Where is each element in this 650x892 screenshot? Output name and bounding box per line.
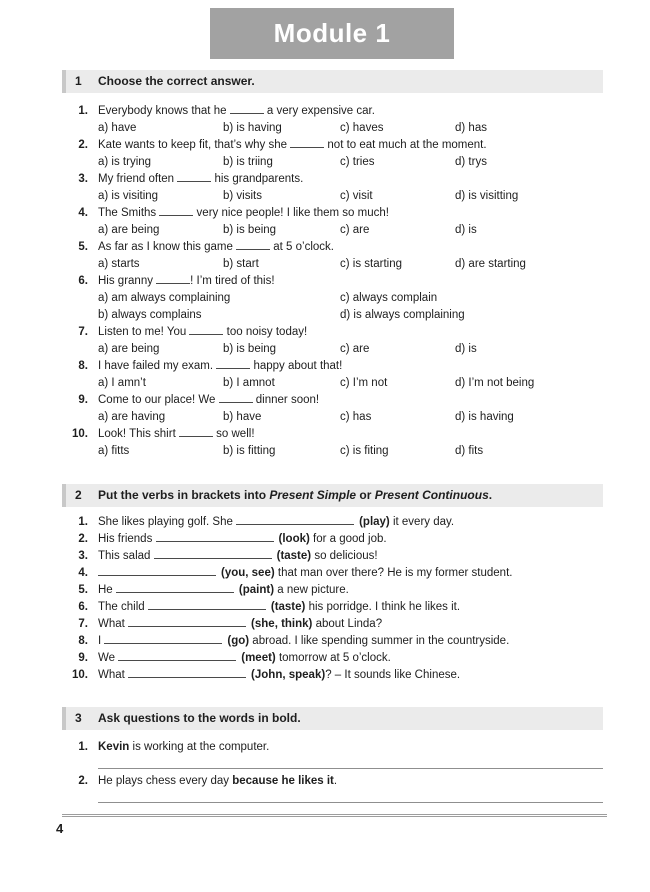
exercise-1-questions xyxy=(62,103,603,460)
option-a: a) have xyxy=(98,122,137,134)
sentence-post: at 5 o’clock. xyxy=(270,241,334,253)
option-c: c) is fiting xyxy=(340,445,389,457)
answer-blank xyxy=(159,205,193,216)
question-number: 10. xyxy=(72,428,88,440)
sentence-pre: He plays chess every day xyxy=(98,775,233,787)
sentence-post: so well! xyxy=(212,428,255,440)
option-a: a) is trying xyxy=(98,156,152,168)
option-d: d) are starting xyxy=(455,258,526,270)
option-d: d) is xyxy=(455,343,477,355)
sentence-post: tomorrow at 5 o’clock. xyxy=(275,652,391,664)
options-row xyxy=(98,188,603,205)
option-b: b) is having xyxy=(223,122,282,134)
question-text xyxy=(98,171,603,188)
sentence-post: ! I’m tired of this! xyxy=(190,275,275,287)
sentence-post: . xyxy=(333,775,338,787)
fill-in-row xyxy=(62,548,603,565)
question-text xyxy=(98,324,603,341)
answer-blank xyxy=(179,426,213,437)
question-row xyxy=(62,324,603,358)
sentence-pre: My friend often xyxy=(98,173,178,185)
item-text xyxy=(98,514,603,531)
exercise-number: 1 xyxy=(75,74,82,88)
question-text xyxy=(98,239,603,256)
item-number: 1. xyxy=(78,516,88,528)
sentence-post: is working at the computer. xyxy=(129,741,270,753)
title-emphasis: Present Simple xyxy=(269,488,357,502)
sentence-post: ? – It sounds like Chinese. xyxy=(325,669,461,681)
option-c: c) has xyxy=(340,411,372,423)
question-row xyxy=(62,358,603,392)
question-number: 7. xyxy=(78,326,88,338)
option-a: a) is visiting xyxy=(98,190,159,202)
sentence-pre: The child xyxy=(98,601,148,613)
answer-blank xyxy=(216,358,250,369)
question-number: 8. xyxy=(78,360,88,372)
item-text xyxy=(98,633,603,650)
option-b: b) start xyxy=(223,258,259,270)
option-b: b) I amnot xyxy=(223,377,275,389)
item-number: 5. xyxy=(78,584,88,596)
title-emphasis: Present Continuous xyxy=(374,488,489,502)
sentence-pre: The Smiths xyxy=(98,207,160,219)
item-text xyxy=(98,773,603,790)
question-text xyxy=(98,426,603,443)
answer-blank xyxy=(189,324,223,335)
item-number: 3. xyxy=(78,550,88,562)
sentence-post: a very expensive car. xyxy=(263,105,375,117)
page-number: 4 xyxy=(56,821,64,836)
verb-hint: (John, speak) xyxy=(251,669,326,681)
item-text xyxy=(98,531,603,548)
verb-hint: (go) xyxy=(227,635,250,647)
answer-line xyxy=(98,802,603,803)
exercise-3-header xyxy=(62,707,603,730)
title-text: . xyxy=(488,488,493,502)
answer-blank xyxy=(128,616,246,627)
sentence-pre: Everybody knows that he xyxy=(98,105,230,117)
question-row xyxy=(62,239,603,273)
fill-in-row xyxy=(62,667,603,684)
option-c: c) I’m not xyxy=(340,377,388,389)
answer-blank xyxy=(148,599,266,610)
sentence-pre: I have failed my exam. xyxy=(98,360,217,372)
question-writing-row xyxy=(62,773,603,790)
question-text xyxy=(98,205,603,222)
item-number: 9. xyxy=(78,652,88,664)
item-number: 6. xyxy=(78,601,88,613)
exercise-3-items xyxy=(62,739,603,803)
verb-hint: (you, see) xyxy=(221,567,275,579)
sentence-post: a new picture. xyxy=(274,584,349,596)
sentence-post: abroad. I like spending summer in the countryside. xyxy=(249,635,510,647)
page-bottom-rule xyxy=(62,814,607,817)
item-text xyxy=(98,739,603,756)
options-row xyxy=(98,443,603,460)
item-text xyxy=(98,650,603,667)
answer-blank xyxy=(104,633,222,644)
option-d: d) I’m not being xyxy=(455,377,535,389)
item-text xyxy=(98,548,603,565)
title-text: or xyxy=(356,488,375,502)
verb-hint: (play) xyxy=(359,516,390,528)
options-grid-two-col xyxy=(98,290,603,324)
sentence-post: for a good job. xyxy=(309,533,387,545)
sentence-pre: We xyxy=(98,652,119,664)
bold-word: because he likes it xyxy=(232,775,334,787)
option-b: b) is fitting xyxy=(223,445,276,457)
option-a: a) are being xyxy=(98,224,160,236)
answer-blank xyxy=(128,667,246,678)
fill-in-row xyxy=(62,650,603,667)
answer-blank xyxy=(118,650,236,661)
item-text xyxy=(98,565,603,582)
sentence-pre: Come to our place! We xyxy=(98,394,219,406)
sentence-pre: What xyxy=(98,669,129,681)
question-row xyxy=(62,205,603,239)
answer-blank xyxy=(236,514,354,525)
question-row xyxy=(62,137,603,171)
fill-in-row xyxy=(62,565,603,582)
bold-word: Kevin xyxy=(98,741,130,753)
option-a: a) are having xyxy=(98,411,166,423)
fill-in-row xyxy=(62,616,603,633)
question-row xyxy=(62,426,603,460)
question-text xyxy=(98,103,603,120)
item-number: 2. xyxy=(78,533,88,545)
question-row xyxy=(62,103,603,137)
option-a: a) starts xyxy=(98,258,140,270)
sentence-post: very nice people! I like them so much! xyxy=(193,207,389,219)
option-d: d) fits xyxy=(455,445,484,457)
question-text xyxy=(98,137,603,154)
answer-blank xyxy=(177,171,211,182)
options-row xyxy=(98,341,603,358)
exercise-title: Choose the correct answer. xyxy=(98,74,255,88)
question-number: 9. xyxy=(78,394,88,406)
option-c: c) tries xyxy=(340,156,375,168)
sentence-post: about Linda? xyxy=(312,618,383,630)
exercise-number: 3 xyxy=(75,711,82,725)
answer-blank xyxy=(156,531,274,542)
answer-blank xyxy=(98,565,216,576)
verb-hint: (she, think) xyxy=(251,618,313,630)
item-text xyxy=(98,616,603,633)
answer-blank xyxy=(290,137,324,148)
sentence-pre: His granny xyxy=(98,275,157,287)
answer-blank xyxy=(156,273,190,284)
sentence-pre: Look! This shirt xyxy=(98,428,179,440)
sentence-post: dinner soon! xyxy=(252,394,320,406)
option-d: d) has xyxy=(455,122,487,134)
question-text xyxy=(98,358,603,375)
sentence-pre: His friends xyxy=(98,533,156,545)
item-number: 7. xyxy=(78,618,88,630)
question-number: 2. xyxy=(78,139,88,151)
item-number: 1. xyxy=(78,741,88,753)
option-c: c) are xyxy=(340,343,370,355)
sentence-post: happy about that! xyxy=(250,360,343,372)
fill-in-row xyxy=(62,514,603,531)
fill-in-row xyxy=(62,633,603,650)
sentence-post: his grandparents. xyxy=(211,173,304,185)
option-b: b) is being xyxy=(223,224,277,236)
sentence-post: too noisy today! xyxy=(223,326,308,338)
item-number: 10. xyxy=(72,669,88,681)
sentence-post: that man over there? He is my former student. xyxy=(274,567,513,579)
sentence-pre: This salad xyxy=(98,550,154,562)
question-row xyxy=(62,392,603,426)
sentence-post: so delicious! xyxy=(311,550,378,562)
sentence-post: his porridge. I think he likes it. xyxy=(305,601,461,613)
question-number: 4. xyxy=(78,207,88,219)
exercise-1-header xyxy=(62,70,603,93)
sentence-pre: Listen to me! You xyxy=(98,326,190,338)
option-b: b) have xyxy=(223,411,262,423)
option-a: a) I amn’t xyxy=(98,377,146,389)
answer-line xyxy=(98,768,603,769)
option-b: b) is triing xyxy=(223,156,273,168)
question-number: 6. xyxy=(78,275,88,287)
sentence-pre: I xyxy=(98,635,105,647)
verb-hint: (meet) xyxy=(241,652,276,664)
option-c: c) are xyxy=(340,224,370,236)
answer-blank xyxy=(116,582,234,593)
options-row xyxy=(98,375,603,392)
fill-in-row xyxy=(62,582,603,599)
option-a: a) am always complaining xyxy=(98,292,231,304)
exercise-title: Ask questions to the words in bold. xyxy=(98,711,301,725)
exercise-number: 2 xyxy=(75,488,82,502)
options-row xyxy=(98,409,603,426)
verb-hint: (look) xyxy=(278,533,310,545)
item-text xyxy=(98,667,603,684)
sentence-post: it every day. xyxy=(389,516,455,528)
module-header xyxy=(210,8,454,59)
answer-blank xyxy=(230,103,264,114)
question-writing-row xyxy=(62,739,603,756)
option-d: d) is visitting xyxy=(455,190,519,202)
option-c: c) haves xyxy=(340,122,384,134)
option-a: a) are being xyxy=(98,343,160,355)
title-text: Put the verbs in brackets into xyxy=(98,488,270,502)
question-row xyxy=(62,171,603,205)
options-row xyxy=(98,120,603,137)
question-row xyxy=(62,273,603,324)
option-d: d) is always complaining xyxy=(340,309,465,321)
verb-hint: (taste) xyxy=(276,550,312,562)
option-d: d) is having xyxy=(455,411,514,423)
verb-hint: (taste) xyxy=(270,601,306,613)
answer-blank xyxy=(236,239,270,250)
item-number: 4. xyxy=(78,567,88,579)
sentence-pre: Kate wants to keep fit, that’s why she xyxy=(98,139,291,151)
fill-in-row xyxy=(62,599,603,616)
sentence-pre: What xyxy=(98,618,129,630)
exercise-2-items xyxy=(62,514,603,684)
question-text xyxy=(98,392,603,409)
options-row xyxy=(98,154,603,171)
options-row xyxy=(98,256,603,273)
option-b: b) visits xyxy=(223,190,262,202)
answer-blank xyxy=(154,548,272,559)
module-title: Module 1 xyxy=(273,18,391,48)
option-d: d) trys xyxy=(455,156,487,168)
question-number: 1. xyxy=(78,105,88,117)
sentence-pre: He xyxy=(98,584,116,596)
question-number: 3. xyxy=(78,173,88,185)
exercise-title xyxy=(98,487,492,504)
sentence-pre: She likes playing golf. She xyxy=(98,516,237,528)
option-c: c) is starting xyxy=(340,258,402,270)
item-number: 2. xyxy=(78,775,88,787)
page-content xyxy=(62,70,603,817)
verb-hint: (paint) xyxy=(238,584,275,596)
answer-blank xyxy=(219,392,253,403)
item-text xyxy=(98,599,603,616)
option-b: b) always complains xyxy=(98,309,202,321)
sentence-pre: As far as I know this game xyxy=(98,241,237,253)
option-c: c) visit xyxy=(340,190,373,202)
item-text xyxy=(98,582,603,599)
item-number: 8. xyxy=(78,635,88,647)
question-text xyxy=(98,273,603,290)
option-b: b) is being xyxy=(223,343,277,355)
sentence-post: not to eat much at the moment. xyxy=(324,139,487,151)
option-c: c) always complain xyxy=(340,292,438,304)
exercise-2-header xyxy=(62,484,603,507)
option-d: d) is xyxy=(455,224,477,236)
options-row xyxy=(98,222,603,239)
question-number: 5. xyxy=(78,241,88,253)
option-a: a) fitts xyxy=(98,445,130,457)
fill-in-row xyxy=(62,531,603,548)
